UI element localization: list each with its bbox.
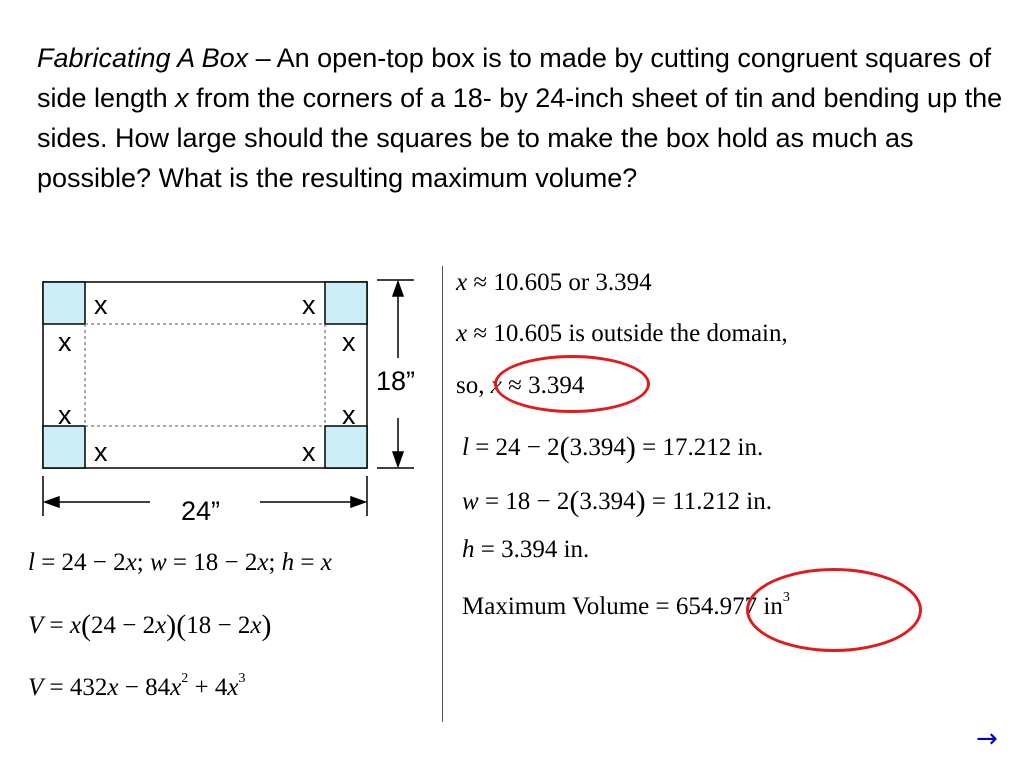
- highlight-circle-volume: [746, 568, 922, 652]
- height-result: [462, 537, 589, 562]
- length-result: [462, 431, 764, 464]
- var-x: x: [250, 612, 262, 639]
- max-volume-value: 654.977 in: [675, 593, 783, 620]
- separator: ;: [136, 549, 150, 576]
- exponent: 3: [238, 670, 246, 686]
- eq-text: = 18 − 2: [166, 549, 258, 576]
- max-volume-label: Maximum Volume =: [462, 593, 676, 620]
- x-label-left-upper: x: [58, 327, 72, 357]
- paren: ): [635, 485, 646, 518]
- separator: ;: [268, 549, 282, 576]
- var-x: x: [155, 612, 167, 639]
- var-x: x: [490, 372, 502, 399]
- var-w: w: [462, 488, 479, 515]
- paren: ): [625, 431, 636, 464]
- x-label-bottom-right: x: [302, 437, 316, 467]
- corner-square-tl: [43, 282, 85, 324]
- domain-note: [456, 321, 788, 346]
- problem-title: Fabricating A Box: [37, 43, 249, 73]
- problem-var-x: x: [175, 83, 189, 113]
- eq-text: =: [43, 612, 70, 639]
- var-x: x: [170, 674, 182, 701]
- eq-text: =: [294, 549, 321, 576]
- exponent: 2: [181, 670, 189, 686]
- eq-text: ≈ 10.605 or 3.394: [467, 269, 652, 296]
- var-x: x: [69, 612, 81, 639]
- x-label-right-upper: x: [342, 327, 356, 357]
- x-label-bottom-left: x: [94, 437, 108, 467]
- height-label: 18”: [376, 366, 416, 396]
- x-label-top-right: x: [302, 290, 316, 320]
- dimension-equations: [28, 550, 332, 575]
- paren: (: [81, 609, 91, 642]
- maximum-volume: [462, 589, 790, 620]
- eq-text: 18 − 2: [186, 612, 251, 639]
- eq-text: so,: [456, 372, 491, 399]
- problem-statement: [37, 38, 1012, 198]
- eq-text: ≈ 3.394: [501, 372, 585, 399]
- eq-text: ≈ 10.605 is outside the domain,: [467, 320, 788, 347]
- column-divider: [442, 266, 443, 722]
- eq-text: = 11.212 in.: [645, 488, 773, 515]
- var-V: V: [28, 612, 44, 639]
- var-w: w: [149, 549, 167, 576]
- eq-text: = 432: [43, 674, 108, 701]
- paren: (: [559, 431, 570, 464]
- var-l: l: [462, 434, 469, 461]
- tin-sheet: [43, 282, 367, 468]
- solution-roots: [456, 270, 652, 295]
- var-x: x: [107, 674, 119, 701]
- paren: ): [166, 609, 177, 642]
- next-slide-arrow-icon[interactable]: →: [976, 724, 998, 754]
- highlight-circle-x: [494, 355, 650, 413]
- var-x: x: [320, 549, 332, 576]
- fold-lines: [85, 324, 325, 426]
- exponent: 3: [782, 589, 790, 605]
- width-result: [462, 485, 773, 518]
- eq-text: = 24 − 2: [468, 434, 560, 461]
- eq-text: 3.394: [579, 488, 636, 515]
- width-label: 24”: [181, 496, 221, 526]
- paren: (: [176, 609, 187, 642]
- var-x: x: [257, 549, 269, 576]
- var-x: x: [456, 320, 468, 347]
- x-label-left-lower: x: [58, 400, 72, 430]
- var-V: V: [28, 674, 44, 701]
- eq-text: = 3.394 in.: [474, 536, 590, 563]
- problem-text-1: An open-top box is to made by cutting congruent squares of side length: [37, 43, 992, 113]
- var-x: x: [456, 269, 468, 296]
- box-diagram: [30, 270, 440, 530]
- corner-square-tr: [325, 282, 367, 324]
- eq-text: 3.394: [569, 434, 626, 461]
- problem-text-2: from the corners of a 18- by 24-inch sheet of tin and bending up the sides. How large should the squares be to make the box hold as much as possible? What is the resulting maximum volume?: [37, 83, 1003, 193]
- eq-text: + 4: [188, 674, 228, 701]
- eq-text: = 24 − 2: [34, 549, 126, 576]
- paren: ): [261, 609, 272, 642]
- var-h: h: [462, 536, 475, 563]
- paren: (: [569, 485, 580, 518]
- corner-square-bl: [43, 426, 85, 468]
- var-h: h: [281, 549, 295, 576]
- title-dash: –: [248, 43, 277, 73]
- eq-text: = 17.212 in.: [635, 434, 764, 461]
- var-x: x: [125, 549, 137, 576]
- eq-text: = 18 − 2: [478, 488, 570, 515]
- var-l: l: [28, 549, 35, 576]
- eq-text: − 84: [118, 674, 171, 701]
- var-x: x: [227, 674, 239, 701]
- x-label-right-lower: x: [342, 400, 356, 430]
- expanded-volume-equation: [28, 670, 246, 701]
- volume-equation: [28, 609, 272, 642]
- eq-text: 24 − 2: [91, 612, 156, 639]
- x-label-top-left: x: [94, 290, 108, 320]
- corner-square-br: [325, 426, 367, 468]
